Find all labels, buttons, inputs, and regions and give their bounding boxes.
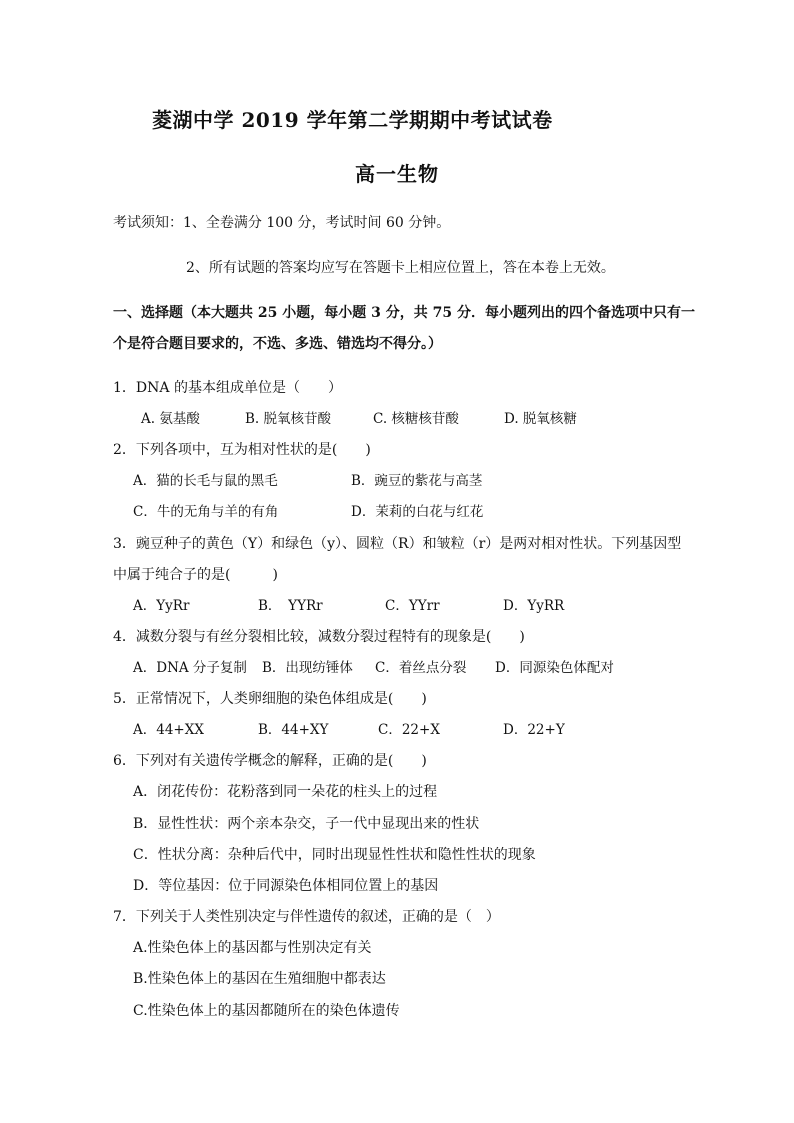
question-7-option-c: C.性染色体上的基因都随所在的染色体遗传: [133, 1003, 400, 1019]
question-7-option-b: B.性染色体上的基因在生殖细胞中都表达: [133, 971, 386, 987]
question-4-options: [133, 659, 653, 677]
notice-line-2: 2、所有试题的答案均应写在答题卡上相应位置上，答在本卷上无效。: [186, 260, 615, 276]
exam-subject: 高一生物: [355, 162, 439, 186]
question-5-options: [133, 721, 653, 739]
question-7-stem: 7．下列关于人类性别决定与伴性遗传的叙述，正确的是（ ）: [113, 909, 500, 925]
notice-line-1: 考试须知：1、全卷满分 100 分，考试时间 60 分钟。: [113, 215, 451, 231]
question-3-stem-line-1: 3．豌豆种子的黄色（Y）和绿色（y）、圆粒（R）和皱粒（r）是两对相对性状。下列基因型: [113, 536, 682, 552]
question-4-option-a: A．DNA 分子复制: [133, 660, 247, 676]
question-3-option-c: C．YYrr: [385, 598, 440, 614]
question-3-option-d: D．YyRR: [503, 598, 565, 614]
question-4-option-c: C．着丝点分裂: [375, 660, 467, 676]
question-4-option-d: D．同源染色体配对: [495, 660, 614, 676]
question-3-option-a: A．YyRr: [133, 598, 190, 614]
question-3-options: [133, 597, 653, 615]
question-2-option-b: B．豌豆的紫花与高茎: [351, 473, 483, 489]
question-1-options: [141, 410, 661, 428]
question-4-stem: 4．减数分裂与有丝分裂相比较，减数分裂过程特有的现象是( ): [113, 629, 525, 645]
question-2-options-row-1: [133, 472, 653, 490]
question-1-option-c: C. 核糖核苷酸: [373, 411, 459, 427]
question-5-option-d: D．22+Y: [503, 722, 565, 738]
question-1-option-d: D. 脱氧核糖: [504, 411, 577, 427]
question-6-option-a: A．闭花传份：花粉落到同一朵花的柱头上的过程: [133, 784, 438, 800]
question-2-option-c: C．牛的无角与羊的有角: [133, 504, 279, 520]
question-1-stem: 1．DNA 的基本组成单位是（ ）: [113, 380, 342, 396]
exam-title: 菱湖中学 2019 学年第二学期期中考试试卷: [152, 108, 553, 132]
question-2-stem: 2．下列各项中，互为相对性状的是( ): [113, 442, 371, 458]
question-1-option-b: B. 脱氧核苷酸: [245, 411, 332, 427]
question-1-option-a: A. 氨基酸: [141, 411, 200, 427]
question-6-option-b: B．显性性状：两个亲本杂交，子一代中显现出来的性状: [133, 816, 480, 832]
question-6-option-d: D．等位基因：位于同源染色体相同位置上的基因: [133, 878, 439, 894]
question-5-option-c: C．22+X: [378, 722, 440, 738]
question-2-option-a: A．猫的长毛与鼠的黑毛: [133, 473, 278, 489]
question-2-options-row-2: [133, 503, 653, 521]
question-3-stem-line-2: 中属于纯合子的是( ): [113, 567, 278, 583]
question-6-option-c: C．性状分离：杂种后代中，同时出现显性性状和隐性性状的现象: [133, 847, 536, 863]
section-heading-line-1: 一、选择题（本大题共 25 小题，每小题 3 分，共 75 分．每小题列出的四个备选项中只有一: [113, 305, 695, 321]
question-4-option-b: B．出现纺锤体: [262, 660, 353, 676]
question-6-stem: 6．下列对有关遗传学概念的解释，正确的是( ): [113, 753, 427, 769]
question-5-option-a: A．44+XX: [133, 722, 204, 738]
question-7-option-a: A.性染色体上的基因都与性别决定有关: [133, 940, 372, 956]
question-2-option-d: D．茉莉的白花与红花: [351, 504, 484, 520]
question-5-option-b: B．44+XY: [258, 722, 329, 738]
section-heading-line-2: 个是符合题目要求的，不选、多选、错选均不得分。）: [113, 336, 442, 352]
question-3-option-b: B． YYRr: [258, 598, 323, 614]
question-5-stem: 5．正常情况下，人类卵细胞的染色体组成是( ): [113, 691, 427, 707]
